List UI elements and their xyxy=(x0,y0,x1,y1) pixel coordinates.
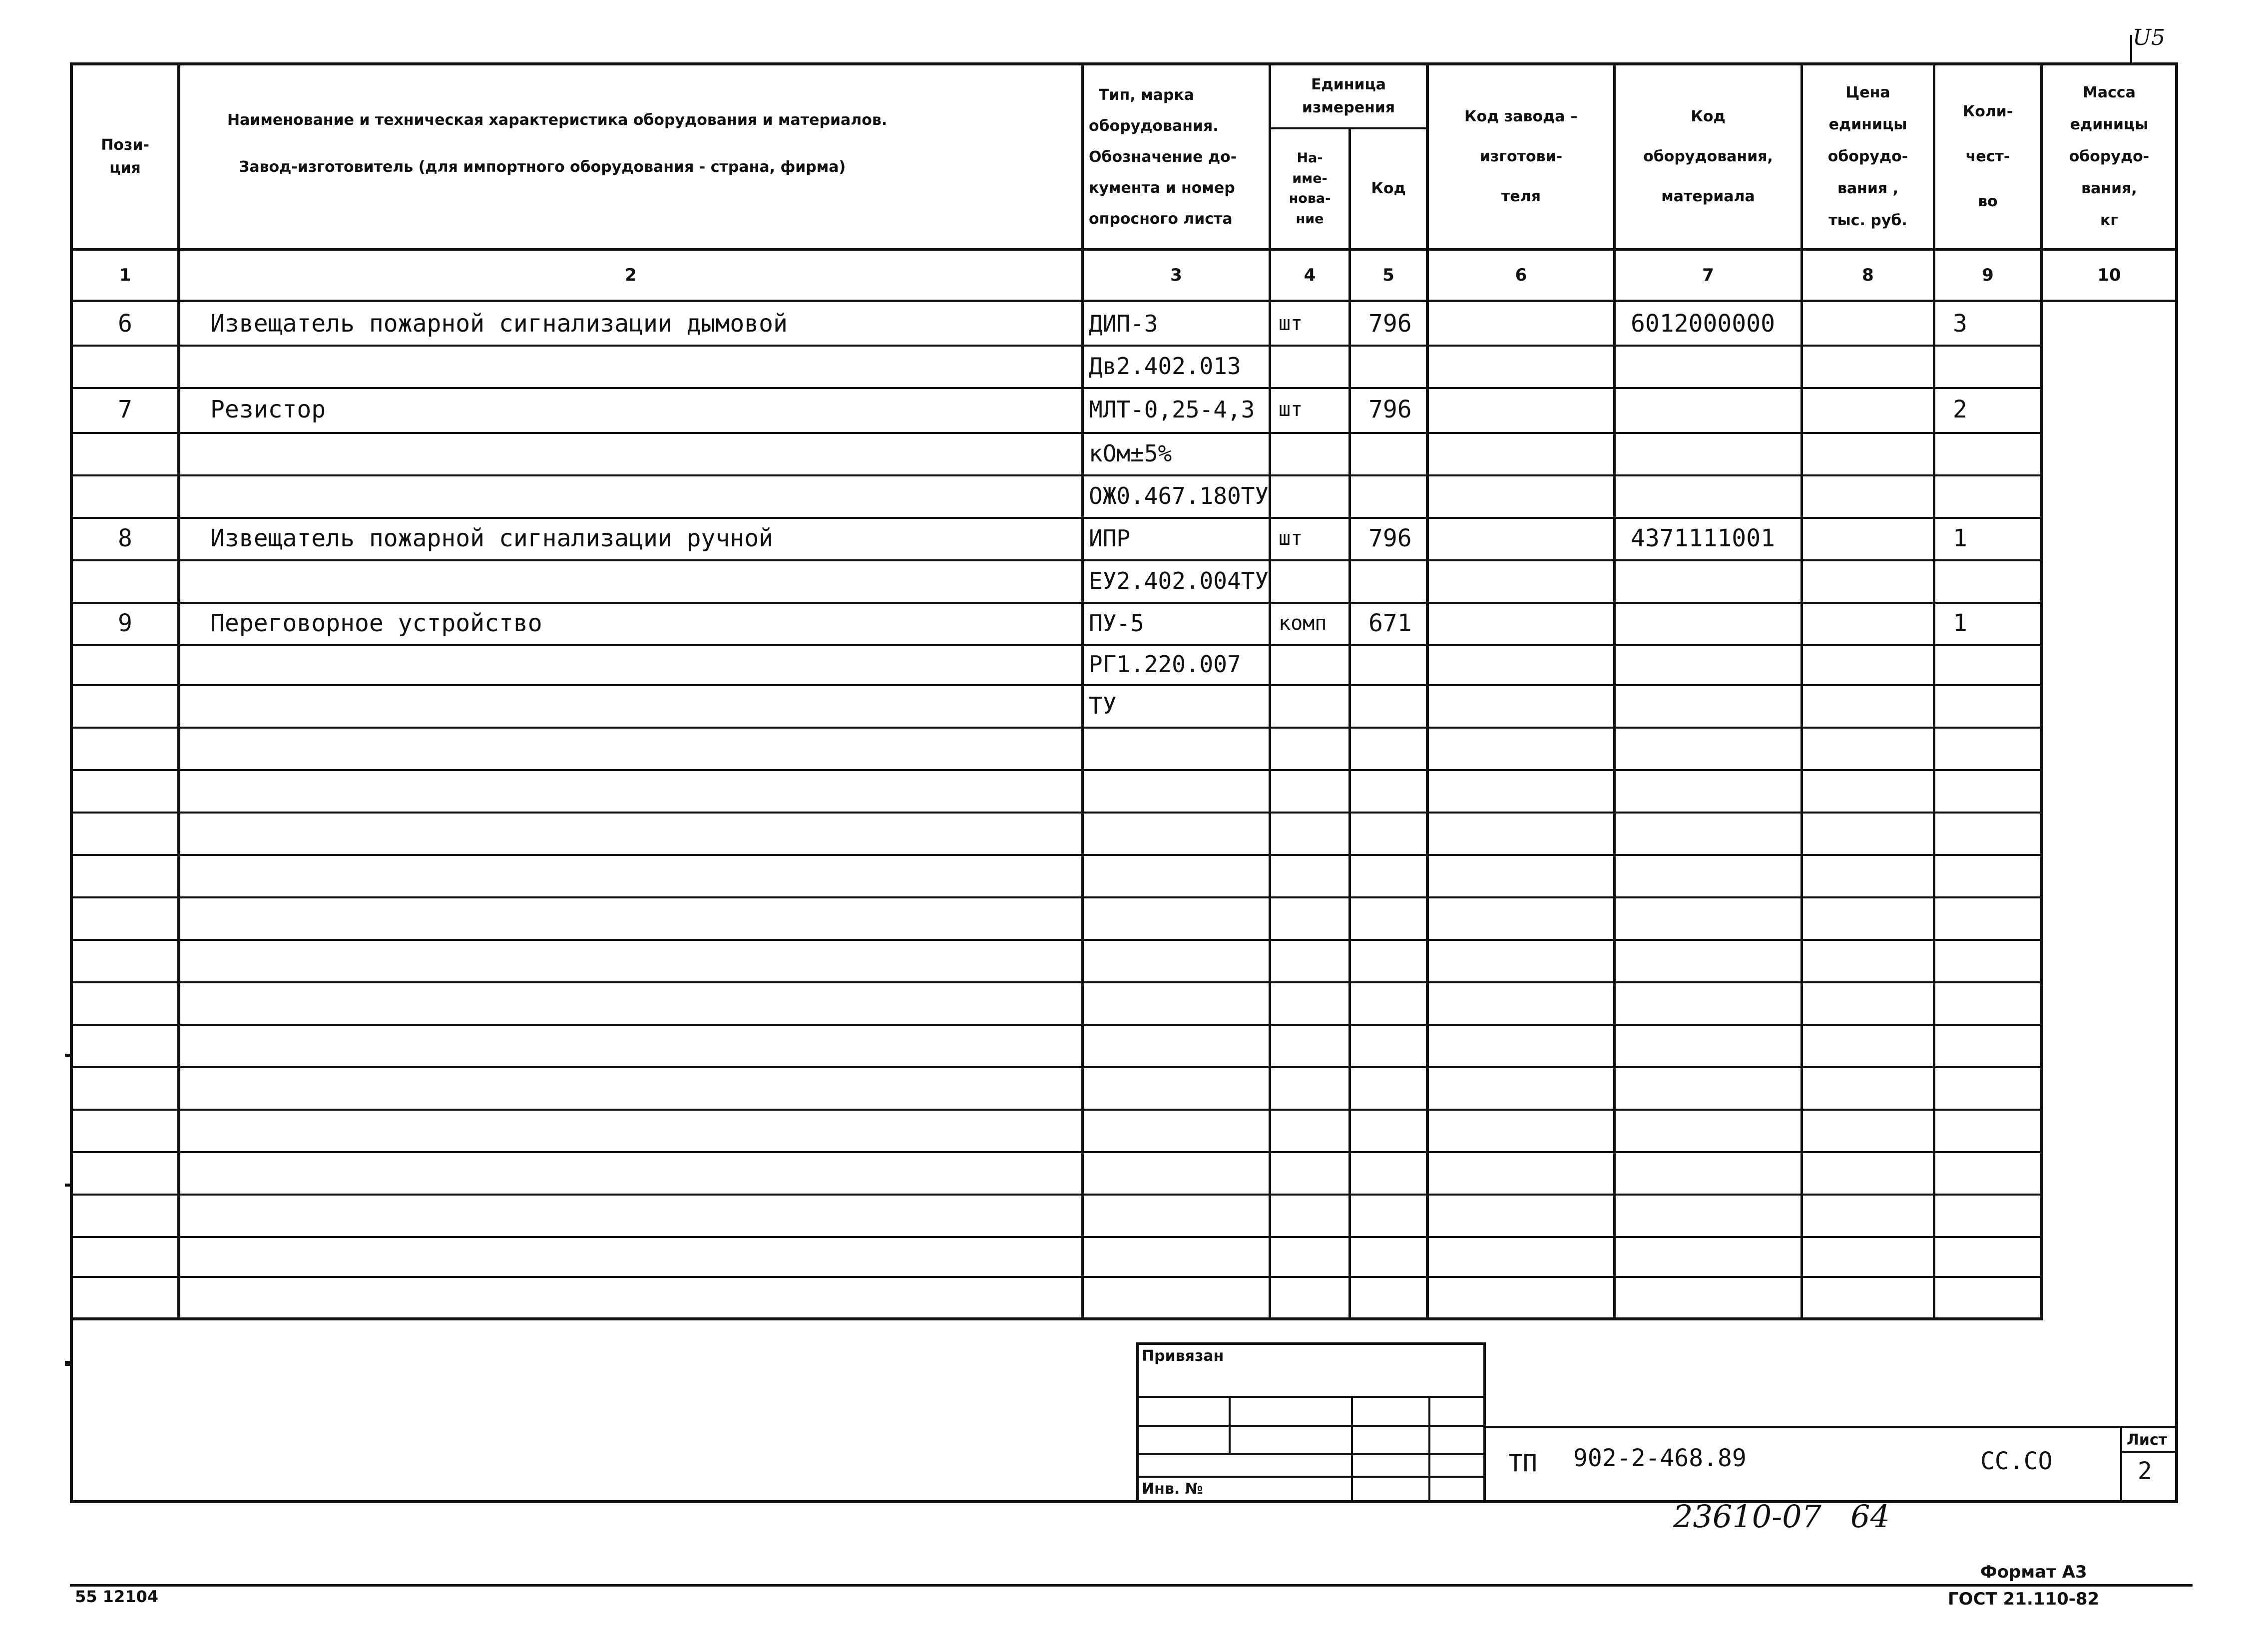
cell-type: ТУ xyxy=(1089,692,1117,719)
cell-equip xyxy=(1616,559,1800,602)
cell-price xyxy=(1803,684,1933,727)
cell-unit: шт xyxy=(1279,398,1303,421)
cell-unit: шт xyxy=(1279,526,1303,550)
cell-equip xyxy=(1616,345,1800,387)
stamp-row-line-4 xyxy=(1136,1476,1486,1478)
cell-code xyxy=(1351,684,1426,727)
cell-factory xyxy=(1429,345,1613,387)
stamp-row-line-1 xyxy=(1136,1396,1486,1398)
cell-name xyxy=(180,345,1081,387)
cell-code xyxy=(1351,345,1426,387)
header-col-name-line2: Завод-изготовитель (для импортного оборудования - страна, фирма) xyxy=(239,158,846,176)
colnum-5: 5 xyxy=(1382,265,1394,285)
cell-mass xyxy=(2043,684,2175,727)
sheet-box-left-line xyxy=(2120,1426,2122,1501)
cell-equip xyxy=(1616,387,1800,432)
cell-qty: 1 xyxy=(1953,524,1967,552)
cell-type: РГ1.220.007 xyxy=(1089,651,1241,678)
header-col-unit-name: На- име- нова- ние xyxy=(1289,150,1331,227)
row-line xyxy=(73,1236,2041,1238)
row-line xyxy=(73,1276,2041,1278)
format-label: Формат А3 xyxy=(1980,1562,2087,1582)
doc-prefix: ТП xyxy=(1508,1449,1537,1477)
header-col-position: Пози- ция xyxy=(101,136,149,177)
cell-name: Извещатель пожарной сигнализации ручной xyxy=(210,524,774,552)
cell-price xyxy=(1803,387,1933,432)
cell-pos: 6 xyxy=(118,309,132,338)
cell-code: 796 xyxy=(1368,396,1412,423)
row-line xyxy=(73,1151,2041,1153)
colnum-8: 8 xyxy=(1862,265,1874,285)
cell-equip: 6012000000 xyxy=(1631,309,1775,338)
cell-equip xyxy=(1616,644,1800,684)
cell-unit xyxy=(1271,559,1348,602)
cell-code xyxy=(1351,432,1426,474)
print-code: 55 12104 xyxy=(75,1587,158,1606)
handwritten-number: 23610-07 xyxy=(1673,1498,1822,1535)
cell-type: кОм±5% xyxy=(1089,439,1172,467)
header-col-equipment-code: Код оборудования, материала xyxy=(1643,108,1773,205)
header-col-quantity: Коли- чест- во xyxy=(1962,103,2013,210)
cell-equip xyxy=(1616,602,1800,644)
row-line xyxy=(73,981,2041,983)
cell-code: 796 xyxy=(1368,309,1412,338)
doc-number: 902-2-468.89 xyxy=(1573,1444,1747,1472)
cell-price xyxy=(1803,559,1933,602)
cell-price xyxy=(1803,474,1933,517)
cell-equip xyxy=(1616,432,1800,474)
colnum-7: 7 xyxy=(1702,265,1714,285)
row-line xyxy=(73,1109,2041,1111)
row-line xyxy=(73,896,2041,898)
colnum-9: 9 xyxy=(1982,265,1994,285)
cell-qty xyxy=(1935,474,2040,517)
cell-price xyxy=(1803,432,1933,474)
row-line xyxy=(73,769,2041,771)
cell-price xyxy=(1803,517,1933,559)
sheet-number: 2 xyxy=(2138,1457,2152,1485)
header-col-name-line1: Наименование и техническая характеристика оборудования и материалов. xyxy=(227,111,888,129)
cell-mass xyxy=(2043,644,2175,684)
stamp-top-line xyxy=(1136,1342,1486,1345)
header-col-price: Цена единицы оборудо- вания , тыс. руб. xyxy=(1827,84,1908,229)
cell-name xyxy=(180,684,1081,727)
cell-name xyxy=(180,644,1081,684)
cell-mass xyxy=(2043,559,2175,602)
colnum-2: 2 xyxy=(625,265,637,285)
cell-factory xyxy=(1429,432,1613,474)
cell-factory xyxy=(1429,302,1613,345)
cell-type: ИПР xyxy=(1089,524,1131,552)
left-tick-2 xyxy=(65,1184,72,1187)
cell-mass xyxy=(2043,345,2175,387)
cell-unit xyxy=(1271,684,1348,727)
cell-mass xyxy=(2043,474,2175,517)
row-line xyxy=(73,727,2041,729)
cell-qty: 3 xyxy=(1953,309,1967,338)
stamp-row-line-3 xyxy=(1136,1453,1486,1455)
corner-page-mark: U5 xyxy=(2133,25,2166,50)
cell-pos xyxy=(73,644,177,684)
cell-code: 671 xyxy=(1368,609,1412,637)
left-tick-3 xyxy=(65,1361,72,1366)
cell-mass xyxy=(2043,517,2175,559)
table-bottom-line xyxy=(70,1317,2043,1320)
row-line xyxy=(73,812,2041,814)
cell-name xyxy=(180,474,1081,517)
row-line xyxy=(73,1024,2041,1026)
cell-type: Дв2.402.013 xyxy=(1089,352,1241,380)
cell-code xyxy=(1351,644,1426,684)
left-tick-1 xyxy=(65,1054,72,1057)
header-unit-group: Единица измерения xyxy=(1302,75,1395,116)
cell-pos xyxy=(73,684,177,727)
cell-name: Извещатель пожарной сигнализации дымовой xyxy=(210,309,788,338)
stamp-left-line xyxy=(1136,1342,1139,1503)
stamp-col-line-1 xyxy=(1229,1396,1231,1453)
cell-qty xyxy=(1935,432,2040,474)
cell-equip xyxy=(1616,684,1800,727)
sheet-box-divider xyxy=(2120,1451,2176,1453)
cell-qty xyxy=(1935,684,2040,727)
cell-unit xyxy=(1271,474,1348,517)
cell-code xyxy=(1351,474,1426,517)
cell-mass xyxy=(2043,387,2175,432)
header-col-type: Тип, марка оборудования. Обозначение до- кумента и номер опросного листа xyxy=(1089,86,1237,228)
cell-qty: 1 xyxy=(1953,609,1967,637)
header-col-unit-code: Код xyxy=(1371,179,1406,197)
stamp-attached-label: Привязан xyxy=(1142,1347,1224,1365)
cell-price xyxy=(1803,644,1933,684)
cell-unit xyxy=(1271,644,1348,684)
cell-pos xyxy=(73,559,177,602)
cell-price xyxy=(1803,602,1933,644)
cell-type: МЛТ-0,25-4,3 xyxy=(1089,396,1255,423)
cell-pos: 7 xyxy=(118,396,132,423)
cell-mass xyxy=(2043,432,2175,474)
cell-unit xyxy=(1271,345,1348,387)
cell-pos: 9 xyxy=(118,609,132,637)
corner-mark-stroke xyxy=(2130,35,2132,65)
cell-pos xyxy=(73,474,177,517)
header-col-factory-code: Код завода – изготови- теля xyxy=(1464,108,1578,205)
cell-name: Резистор xyxy=(210,396,326,423)
handwritten-page: 64 xyxy=(1850,1498,1890,1535)
cell-mass xyxy=(2043,602,2175,644)
cell-qty xyxy=(1935,345,2040,387)
cell-mass xyxy=(2043,302,2175,345)
cell-factory xyxy=(1429,684,1613,727)
cell-price xyxy=(1803,302,1933,345)
colnum-1: 1 xyxy=(119,265,131,285)
row-line xyxy=(73,1194,2041,1196)
stamp-col-line-2 xyxy=(1351,1396,1353,1503)
gost-label: ГОСТ 21.110-82 xyxy=(1948,1589,2100,1609)
cell-factory xyxy=(1429,602,1613,644)
cell-qty xyxy=(1935,559,2040,602)
cell-factory xyxy=(1429,559,1613,602)
doc-code: СС.СО xyxy=(1980,1447,2053,1475)
cell-unit: комп xyxy=(1279,611,1327,635)
row-line xyxy=(73,939,2041,941)
cell-name xyxy=(180,432,1081,474)
cell-factory xyxy=(1429,387,1613,432)
cell-type: ОЖ0.467.180ТУ xyxy=(1089,482,1269,509)
colnum-6: 6 xyxy=(1515,265,1527,285)
header-col-mass: Масса единицы оборудо- вания, кг xyxy=(2069,84,2150,229)
cell-pos xyxy=(73,432,177,474)
cell-type: ПУ-5 xyxy=(1089,609,1144,637)
row-line xyxy=(73,1066,2041,1068)
cell-unit: шт xyxy=(1279,312,1303,335)
cell-equip xyxy=(1616,474,1800,517)
stamp-inventory-label: Инв. № xyxy=(1142,1480,1203,1498)
cell-pos: 8 xyxy=(118,524,132,552)
cell-type: ЕУ2.402.004ТУ xyxy=(1089,567,1269,594)
cell-factory xyxy=(1429,517,1613,559)
cell-factory xyxy=(1429,644,1613,684)
stamp-right-line xyxy=(1483,1342,1486,1503)
colnum-3: 3 xyxy=(1170,265,1182,285)
footer-line xyxy=(70,1584,2193,1587)
cell-factory xyxy=(1429,474,1613,517)
stamp-row-line-2 xyxy=(1136,1425,1486,1427)
frame-right-line xyxy=(2175,62,2178,1503)
cell-unit xyxy=(1271,432,1348,474)
stamp-col-line-3 xyxy=(1428,1396,1430,1503)
row-line xyxy=(73,854,2041,856)
cell-code xyxy=(1351,559,1426,602)
cell-code: 796 xyxy=(1368,524,1412,552)
cell-name xyxy=(180,559,1081,602)
cell-name: Переговорное устройство xyxy=(210,609,542,637)
sheet-label: Лист xyxy=(2127,1431,2168,1449)
title-block-top-line xyxy=(1483,1426,2175,1428)
cell-pos xyxy=(73,345,177,387)
colnum-10: 10 xyxy=(2097,265,2121,285)
cell-equip: 4371111001 xyxy=(1631,524,1775,552)
cell-type: ДИП-3 xyxy=(1089,310,1158,337)
cell-price xyxy=(1803,345,1933,387)
cell-qty: 2 xyxy=(1953,396,1967,423)
colnum-4: 4 xyxy=(1304,265,1316,285)
cell-qty xyxy=(1935,644,2040,684)
